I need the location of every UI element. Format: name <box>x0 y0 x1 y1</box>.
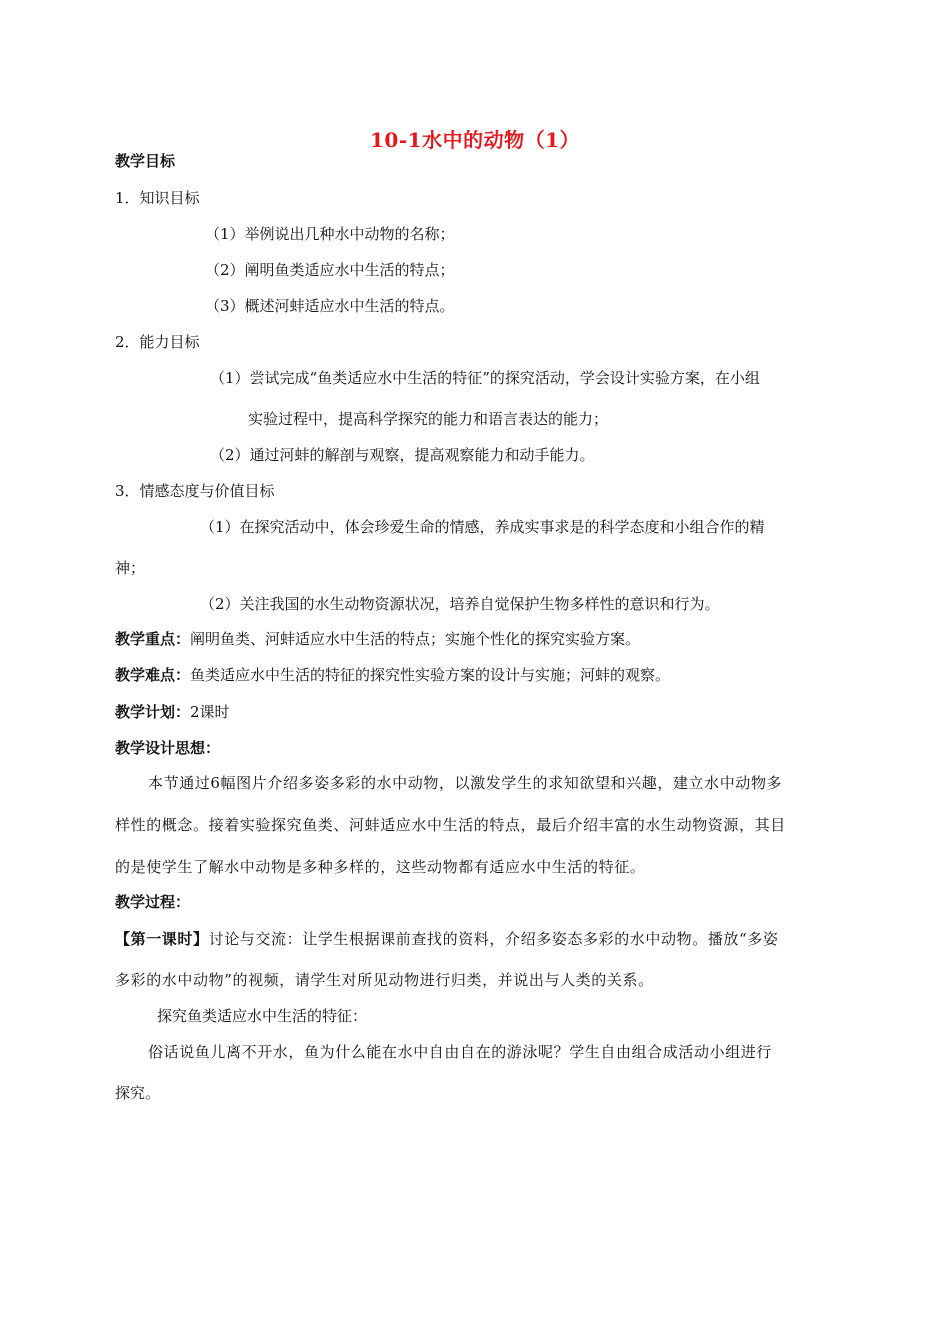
objectives-heading: 教学目标 <box>115 152 176 170</box>
difficulties-label: 教学难点： <box>115 666 191 684</box>
design-line-1: 本节通过6幅图片介绍多姿多彩的水中动物，以激发学生的求知欲望和兴趣，建立水中动物多 <box>148 774 783 792</box>
ability-item-2: （2）通过河蚌的解剖与观察，提高观察能力和动手能力。 <box>210 446 595 464</box>
design-line-2: 样性的概念。接着实验探究鱼类、河蚌适应水中生活的特点，最后介绍丰富的水生动物资源，其目 <box>115 816 786 834</box>
key-points-text: 阐明鱼类、河蚌适应水中生活的特点；实施个性化的探究实验方案。 <box>190 630 641 648</box>
explore-line-2: 探究。 <box>115 1084 161 1102</box>
page-title: 10-1水中的动物（1） <box>370 128 580 152</box>
teaching-plan <box>115 702 230 722</box>
design-line-3: 的是使学生了解水中动物是多种多样的，这些动物都有适应水中生活的特征。 <box>115 858 646 876</box>
ability-item-1-line-2: 实验过程中，提高科学探究的能力和语言表达的能力； <box>248 410 609 428</box>
design-heading: 教学设计思想： <box>115 739 221 757</box>
ability-item-1-line-1: （1）尝试完成“鱼类适应水中生活的特征”的探究活动，学会设计实验方案，在小组 <box>210 369 760 387</box>
knowledge-item-2: （2）阐明鱼类适应水中生活的特点； <box>205 261 455 279</box>
key-points-label: 教学重点： <box>115 630 191 648</box>
knowledge-heading: 1．知识目标 <box>115 189 200 207</box>
first-lesson-line-1 <box>115 929 778 949</box>
key-points <box>115 629 640 649</box>
knowledge-item-1: （1）举例说出几种水中动物的名称； <box>205 225 455 243</box>
difficulties-text: 鱼类适应水中生活的特征的探究性实验方案的设计与实施；河蚌的观察。 <box>190 666 671 684</box>
first-lesson-line-2: 多彩的水中动物”的视频，请学生对所见动物进行归类，并说出与人类的关系。 <box>115 971 654 989</box>
ability-heading: 2．能力目标 <box>115 333 200 351</box>
plan-text: 2课时 <box>190 703 230 721</box>
process-heading: 教学过程： <box>115 893 191 911</box>
emotion-item-2: （2）关注我国的水生动物资源状况，培养自觉保护生物多样性的意识和行为。 <box>200 595 720 613</box>
first-lesson-label: 【第一课时】 <box>115 930 209 948</box>
first-lesson-text-1: 讨论与交流：让学生根据课前查找的资料，介绍多姿态多彩的水中动物。播放“多姿 <box>208 930 779 948</box>
knowledge-item-3: （3）概述河蚌适应水中生活的特点。 <box>205 297 455 315</box>
explore-heading: 探究鱼类适应水中生活的特征： <box>157 1007 368 1025</box>
emotion-item-1-line-1: （1）在探究活动中，体会珍爱生命的情感，养成实事求是的科学态度和小组合作的精 <box>200 518 765 536</box>
emotion-heading: 3．情感态度与价值目标 <box>115 482 275 500</box>
explore-line-1: 俗话说鱼儿离不开水，鱼为什么能在水中自由自在的游泳呢？学生自由组合成活动小组进行 <box>148 1043 773 1061</box>
plan-label: 教学计划： <box>115 703 191 721</box>
emotion-item-1-line-2: 神； <box>115 559 146 577</box>
difficulties <box>115 665 670 685</box>
